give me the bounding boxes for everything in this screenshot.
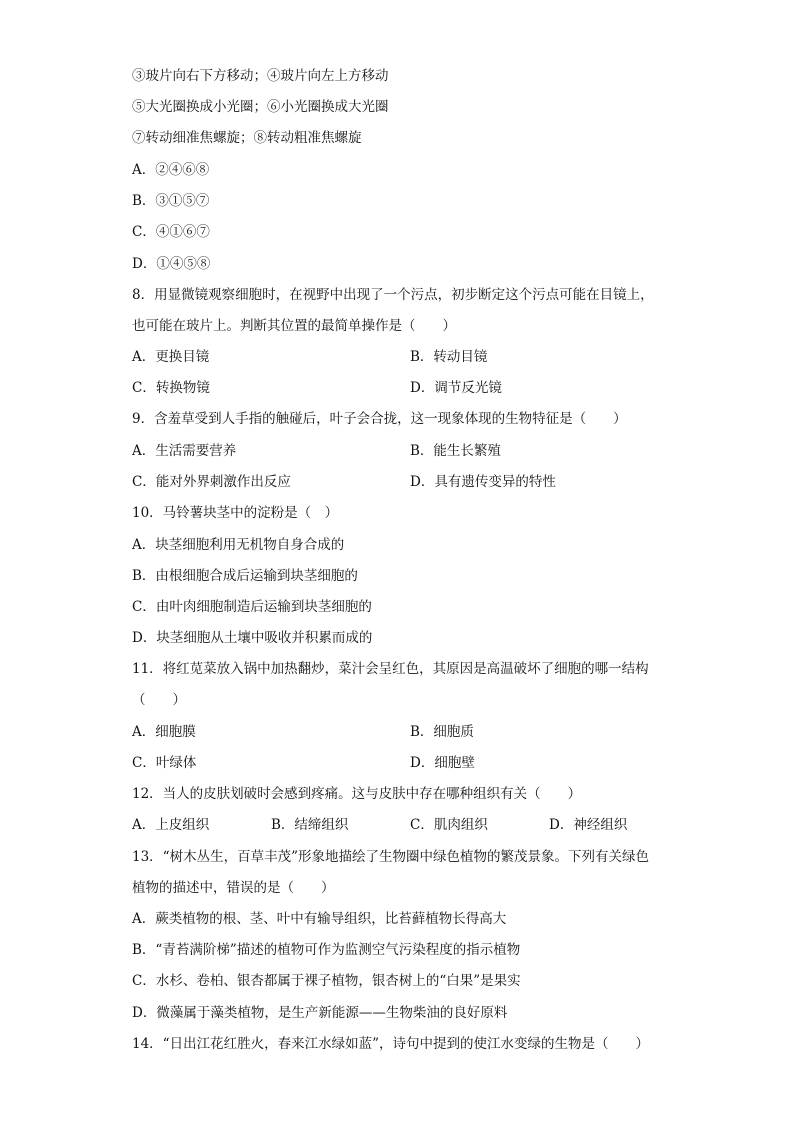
q12-option-b: B．结缔组织 (271, 817, 349, 833)
q11-stem-line-1: 11．将红苋菜放入锅中加热翻炒，菜汁会呈红色，其原因是高温破坏了细胞的哪一结构 (132, 661, 649, 677)
q13-option-a: A．蕨类植物的根、茎、叶中有输导组织，比苔藓植物长得高大 (132, 911, 507, 927)
q13-stem-line-2: 植物的描述中，错误的是（ ） (132, 880, 335, 896)
q8-stem-line-2: 也可能在玻片上。判断其位置的最简单操作是（ ） (132, 318, 456, 334)
q7-option-b: B．③①⑤⑦ (132, 193, 210, 209)
q10-option-c: C．由叶肉细胞制造后运输到块茎细胞的 (132, 599, 372, 615)
q7-option-c: C．④①⑥⑦ (132, 224, 210, 240)
q8-option-c: C．转换物镜 (132, 380, 210, 396)
q8-option-b: B．转动目镜 (410, 349, 488, 365)
q7-line-2: ⑤大光圈换成小光圈；⑥小光圈换成大光圈 (132, 99, 389, 115)
q11-stem-line-2: （ ） (132, 692, 186, 708)
q11-option-d: D．细胞壁 (410, 755, 475, 771)
q9-option-d: D．具有遗传变异的特性 (410, 474, 556, 490)
q7-option-d: D．①④⑤⑧ (132, 256, 211, 272)
q8-stem-line-1: 8．用显微镜观察细胞时，在视野中出现了一个污点，初步断定这个污点可能在目镜上， (132, 287, 654, 303)
q13-option-c: C．水杉、卷柏、银杏都属于裸子植物，银杏树上的“白果”是果实 (132, 973, 521, 989)
q11-option-c: C．叶绿体 (132, 755, 197, 771)
q14-stem: 14．“日出江花红胜火，春来江水绿如蓝”，诗句中提到的使江水变绿的生物是（ ） (132, 1036, 649, 1052)
q13-stem-line-1: 13．“树木丛生，百草丰茂”形象地描绘了生物圈中绿色植物的繁茂景象。下列有关绿色 (132, 849, 649, 865)
q10-stem: 10．马铃薯块茎中的淀粉是（ ） (132, 505, 339, 521)
q8-option-a: A．更换目镜 (132, 349, 210, 365)
q7-line-1: ③玻片向右下方移动；④玻片向左上方移动 (132, 68, 389, 84)
q7-line-3: ⑦转动细准焦螺旋；⑧转动粗准焦螺旋 (132, 130, 362, 146)
q9-option-c: C．能对外界刺激作出反应 (132, 474, 291, 490)
q9-option-b: B．能生长繁殖 (410, 443, 501, 459)
q12-option-c: C．肌肉组织 (410, 817, 488, 833)
q12-option-d: D．神经组织 (549, 817, 628, 833)
q10-option-b: B．由根细胞合成后运输到块茎细胞的 (132, 568, 358, 584)
q12-option-a: A．上皮组织 (132, 817, 210, 833)
q9-stem: 9．含羞草受到人手指的触碰后，叶子会合拢，这一现象体现的生物特征是（ ） (132, 411, 627, 427)
q10-option-d: D．块茎细胞从土壤中吸收并积累而成的 (132, 630, 373, 646)
q11-option-a: A．细胞膜 (132, 724, 196, 740)
q10-option-a: A．块茎细胞利用无机物自身合成的 (132, 537, 345, 553)
q13-option-b: B．“青苔满阶梯”描述的植物可作为监测空气污染程度的指示植物 (132, 942, 521, 958)
q13-option-d: D．微藻属于藻类植物，是生产新能源——生物柴油的良好原料 (132, 1005, 508, 1021)
q11-option-b: B．细胞质 (410, 724, 474, 740)
q9-option-a: A．生活需要营养 (132, 443, 237, 459)
q7-option-a: A．②④⑥⑧ (132, 162, 210, 178)
q12-stem: 12．当人的皮肤划破时会感到疼痛。这与皮肤中存在哪种组织有关（ ） (132, 786, 582, 802)
q8-option-d: D．调节反光镜 (410, 380, 502, 396)
